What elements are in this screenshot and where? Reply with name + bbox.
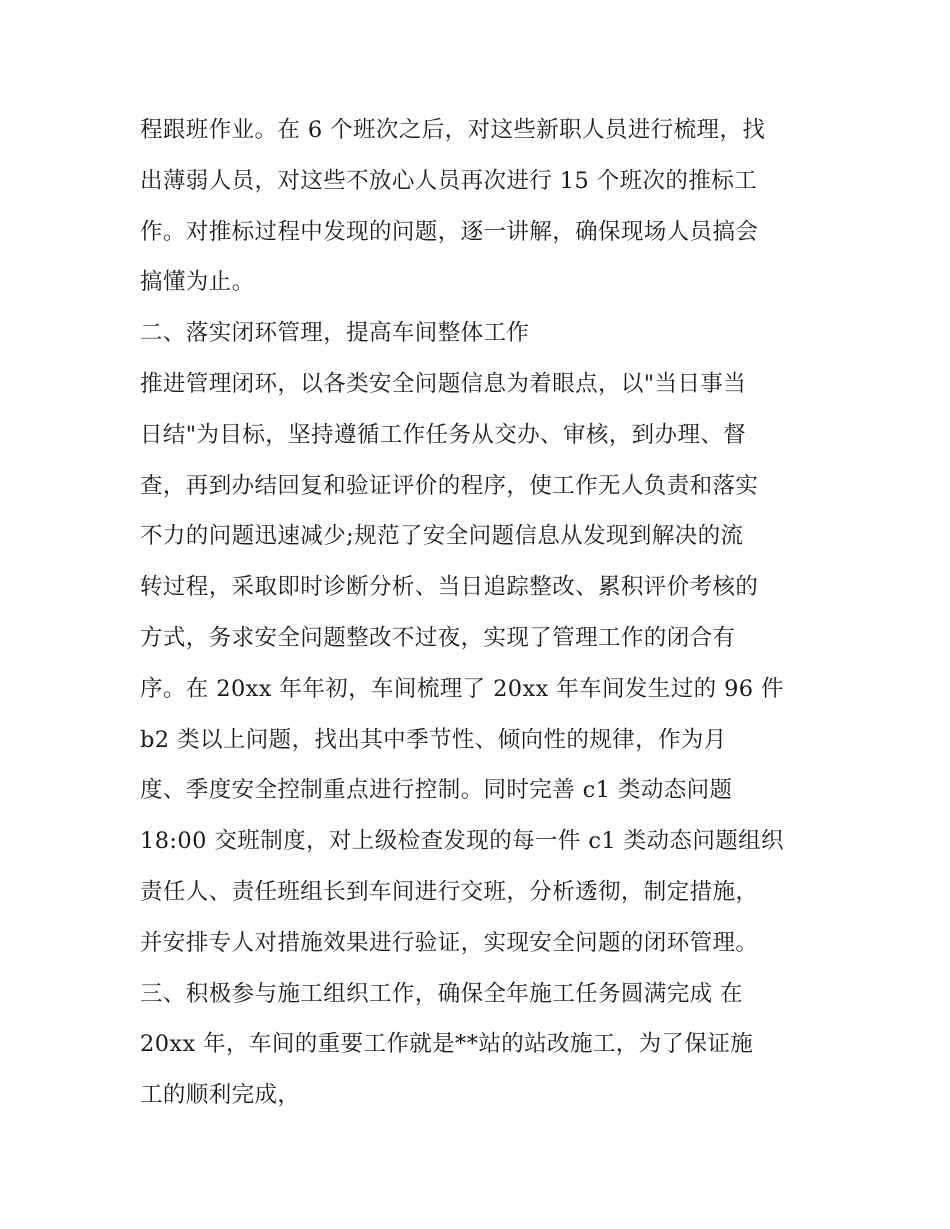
text-line: 作。对推标过程中发现的问题，逐一讲解，确保现场人员搞会: [140, 218, 759, 245]
section-heading: 三、积极参与施工组织工作，确保全年施工任务圆满完成 在: [140, 980, 743, 1007]
text-line: 度、季度安全控制重点进行控制。同时完善 c1 类动态问题: [140, 777, 733, 804]
text-line: 转过程，采取即时诊断分析、当日追踪整改、累积评价考核的: [140, 574, 759, 601]
text-line: 并安排专人对措施效果进行验证，实现安全问题的闭环管理。: [140, 929, 759, 956]
text-line: 18:00 交班制度，对上级检查发现的每一件 c1 类动态问题组织: [140, 828, 784, 855]
text-line: 查，再到办结回复和验证评价的程序，使工作无人负责和落实: [140, 472, 759, 499]
section-heading: 二、落实闭环管理，提高车间整体工作: [140, 320, 530, 347]
text-line: 日结"为目标，坚持遵循工作任务从交办、审核，到办理、督: [140, 421, 747, 448]
document-body: [140, 109, 830, 1125]
text-line: 20xx 年，车间的重要工作就是**站的站改施工，为了保证施: [140, 1031, 754, 1058]
text-line: 责任人、责任班组长到车间进行交班，分析透彻，制定措施，: [140, 878, 759, 905]
text-line: 搞懂为止。: [140, 269, 255, 296]
text-line: 工的顺利完成，: [140, 1082, 301, 1109]
text-line: 程跟班作业。在 6 个班次之后，对这些新职人员进行梳理，找: [140, 117, 766, 143]
text-line: 序。在 20xx 年年初，车间梳理了 20xx 年车间发生过的 96 件: [140, 675, 784, 702]
text-line: 推进管理闭环，以各类安全问题信息为着眼点，以"当日事当: [140, 370, 747, 397]
text-line: b2 类以上问题，找出其中季节性、倾向性的规律，作为月: [140, 726, 727, 753]
text-line: 方式，务求安全问题整改不过夜，实现了管理工作的闭合有: [140, 624, 736, 651]
text-line: 出薄弱人员，对这些不放心人员再次进行 15 个班次的推标工: [140, 167, 758, 194]
text-line: 不力的问题迅速减少;规范了安全问题信息从发现到解决的流: [140, 523, 744, 550]
